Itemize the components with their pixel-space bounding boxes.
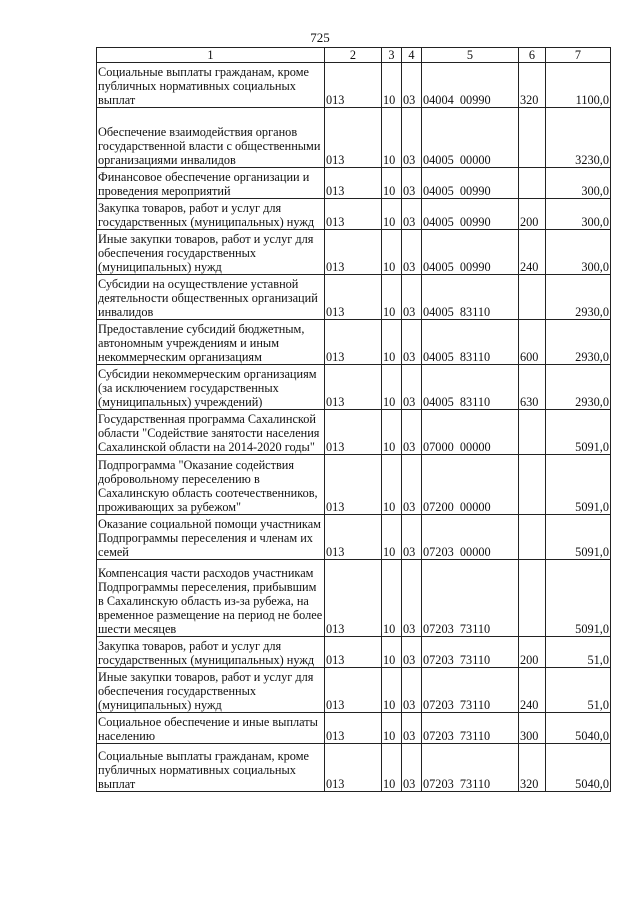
cell-subsection: 03 <box>402 637 422 668</box>
cell-expense-type <box>519 410 546 455</box>
table-row <box>97 410 611 455</box>
table-row <box>97 275 611 320</box>
cell-amount: 51,0 <box>546 668 611 713</box>
cell-target-article: 04005 83110 <box>422 320 519 365</box>
cell-subsection: 03 <box>402 560 422 637</box>
cell-subsection: 03 <box>402 168 422 199</box>
cell-ministry: 013 <box>325 744 382 792</box>
cell-name: Социальные выплаты гражданам, кроме публичных нормативных социальных выплат <box>97 744 325 792</box>
cell-expense-type: 240 <box>519 230 546 275</box>
cell-target-article: 04005 83110 <box>422 275 519 320</box>
cell-section: 10 <box>382 365 402 410</box>
cell-amount: 2930,0 <box>546 365 611 410</box>
cell-target-article: 07000 00000 <box>422 410 519 455</box>
cell-amount: 300,0 <box>546 199 611 230</box>
table-row <box>97 230 611 275</box>
cell-section: 10 <box>382 744 402 792</box>
table-row <box>97 744 611 792</box>
header-cell-amount: 7 <box>546 48 611 63</box>
table-row <box>97 365 611 410</box>
cell-subsection: 03 <box>402 515 422 560</box>
table-body <box>97 48 611 792</box>
cell-subsection: 03 <box>402 108 422 168</box>
cell-target-article: 04005 00990 <box>422 168 519 199</box>
cell-subsection: 03 <box>402 365 422 410</box>
cell-target-article: 07200 00000 <box>422 455 519 515</box>
cell-section: 10 <box>382 199 402 230</box>
cell-name: Субсидии некоммерческим организациям (за исключением государственных (муниципальных) учреждений) <box>97 365 325 410</box>
table-row <box>97 455 611 515</box>
header-cell-ministry: 2 <box>325 48 382 63</box>
cell-ministry: 013 <box>325 560 382 637</box>
cell-section: 10 <box>382 637 402 668</box>
cell-amount: 300,0 <box>546 168 611 199</box>
cell-target-article: 07203 73110 <box>422 637 519 668</box>
cell-expense-type: 200 <box>519 637 546 668</box>
cell-name: Компенсация части расходов участникам Подпрограммы переселения, прибывшим в Сахалинскую область из-за рубежа, на временное размещение на период не более шести месяцев <box>97 560 325 637</box>
cell-section: 10 <box>382 108 402 168</box>
table-row <box>97 63 611 108</box>
cell-name: Социальные выплаты гражданам, кроме публичных нормативных социальных выплат <box>97 63 325 108</box>
cell-section: 10 <box>382 668 402 713</box>
cell-target-article: 07203 73110 <box>422 713 519 744</box>
cell-name: Закупка товаров, работ и услуг для государственных (муниципальных) нужд <box>97 637 325 668</box>
cell-section: 10 <box>382 515 402 560</box>
cell-amount: 5040,0 <box>546 713 611 744</box>
cell-expense-type: 630 <box>519 365 546 410</box>
cell-ministry: 013 <box>325 168 382 199</box>
cell-ministry: 013 <box>325 63 382 108</box>
cell-expense-type <box>519 515 546 560</box>
cell-subsection: 03 <box>402 668 422 713</box>
cell-subsection: 03 <box>402 744 422 792</box>
cell-amount: 2930,0 <box>546 275 611 320</box>
cell-expense-type: 320 <box>519 744 546 792</box>
cell-expense-type <box>519 560 546 637</box>
table-row <box>97 637 611 668</box>
cell-amount: 5091,0 <box>546 560 611 637</box>
table-row <box>97 108 611 168</box>
cell-subsection: 03 <box>402 455 422 515</box>
cell-ministry: 013 <box>325 410 382 455</box>
cell-expense-type: 240 <box>519 668 546 713</box>
page-number: 725 <box>310 30 330 45</box>
cell-ministry: 013 <box>325 455 382 515</box>
cell-ministry: 013 <box>325 668 382 713</box>
cell-ministry: 013 <box>325 365 382 410</box>
cell-ministry: 013 <box>325 275 382 320</box>
table-row <box>97 515 611 560</box>
cell-target-article: 07203 73110 <box>422 744 519 792</box>
cell-target-article: 04005 00990 <box>422 199 519 230</box>
cell-expense-type <box>519 455 546 515</box>
header-cell-expense-type: 6 <box>519 48 546 63</box>
cell-ministry: 013 <box>325 230 382 275</box>
cell-amount: 300,0 <box>546 230 611 275</box>
header-cell-section: 3 <box>382 48 402 63</box>
cell-ministry: 013 <box>325 713 382 744</box>
cell-expense-type: 200 <box>519 199 546 230</box>
cell-section: 10 <box>382 560 402 637</box>
table-row <box>97 668 611 713</box>
cell-section: 10 <box>382 713 402 744</box>
cell-name: Подпрограмма "Оказание содействия добровольному переселению в Сахалинскую область соотечественников, проживающих за рубежом" <box>97 455 325 515</box>
table-row <box>97 168 611 199</box>
cell-target-article: 04004 00990 <box>422 63 519 108</box>
cell-name: Обеспечение взаимодействия органов государственной власти с общественными организациями инвалидов <box>97 108 325 168</box>
cell-subsection: 03 <box>402 199 422 230</box>
cell-ministry: 013 <box>325 199 382 230</box>
cell-section: 10 <box>382 230 402 275</box>
cell-section: 10 <box>382 168 402 199</box>
cell-name: Закупка товаров, работ и услуг для государственных (муниципальных) нужд <box>97 199 325 230</box>
header-cell-target-article: 5 <box>422 48 519 63</box>
cell-amount: 5091,0 <box>546 515 611 560</box>
cell-name: Финансовое обеспечение организации и проведения мероприятий <box>97 168 325 199</box>
cell-ministry: 013 <box>325 108 382 168</box>
cell-target-article: 07203 73110 <box>422 560 519 637</box>
cell-section: 10 <box>382 275 402 320</box>
table-row <box>97 560 611 637</box>
cell-expense-type: 300 <box>519 713 546 744</box>
cell-amount: 2930,0 <box>546 320 611 365</box>
cell-section: 10 <box>382 410 402 455</box>
cell-expense-type <box>519 108 546 168</box>
cell-name: Государственная программа Сахалинской области "Содействие занятости населения Сахалинской области на 2014-2020 годы" <box>97 410 325 455</box>
cell-subsection: 03 <box>402 63 422 108</box>
cell-target-article: 04005 00000 <box>422 108 519 168</box>
cell-amount: 3230,0 <box>546 108 611 168</box>
cell-section: 10 <box>382 320 402 365</box>
cell-subsection: 03 <box>402 410 422 455</box>
cell-target-article: 07203 00000 <box>422 515 519 560</box>
cell-ministry: 013 <box>325 515 382 560</box>
cell-section: 10 <box>382 455 402 515</box>
cell-amount: 5091,0 <box>546 455 611 515</box>
header-row <box>97 48 611 63</box>
cell-amount: 5040,0 <box>546 744 611 792</box>
cell-name: Иные закупки товаров, работ и услуг для обеспечения государственных (муниципальных) нужд <box>97 668 325 713</box>
cell-target-article: 07203 73110 <box>422 668 519 713</box>
header-cell-subsection: 4 <box>402 48 422 63</box>
cell-ministry: 013 <box>325 637 382 668</box>
header-cell-name: 1 <box>97 48 325 63</box>
cell-target-article: 04005 83110 <box>422 365 519 410</box>
cell-name: Субсидии на осуществление уставной деятельности общественных организаций инвалидов <box>97 275 325 320</box>
cell-amount: 51,0 <box>546 637 611 668</box>
cell-subsection: 03 <box>402 713 422 744</box>
cell-expense-type <box>519 168 546 199</box>
table-row <box>97 199 611 230</box>
cell-target-article: 04005 00990 <box>422 230 519 275</box>
cell-name: Предоставление субсидий бюджетным, автономным учреждениям и иным некоммерческим организациям <box>97 320 325 365</box>
cell-ministry: 013 <box>325 320 382 365</box>
budget-table <box>96 47 611 792</box>
table-row <box>97 713 611 744</box>
cell-expense-type <box>519 275 546 320</box>
cell-name: Социальное обеспечение и иные выплаты населению <box>97 713 325 744</box>
cell-section: 10 <box>382 63 402 108</box>
cell-expense-type: 600 <box>519 320 546 365</box>
cell-amount: 1100,0 <box>546 63 611 108</box>
cell-expense-type: 320 <box>519 63 546 108</box>
cell-name: Оказание социальной помощи участникам Подпрограммы переселения и членам их семей <box>97 515 325 560</box>
table-row <box>97 320 611 365</box>
cell-subsection: 03 <box>402 230 422 275</box>
cell-name: Иные закупки товаров, работ и услуг для обеспечения государственных (муниципальных) нужд <box>97 230 325 275</box>
cell-subsection: 03 <box>402 320 422 365</box>
cell-subsection: 03 <box>402 275 422 320</box>
cell-amount: 5091,0 <box>546 410 611 455</box>
